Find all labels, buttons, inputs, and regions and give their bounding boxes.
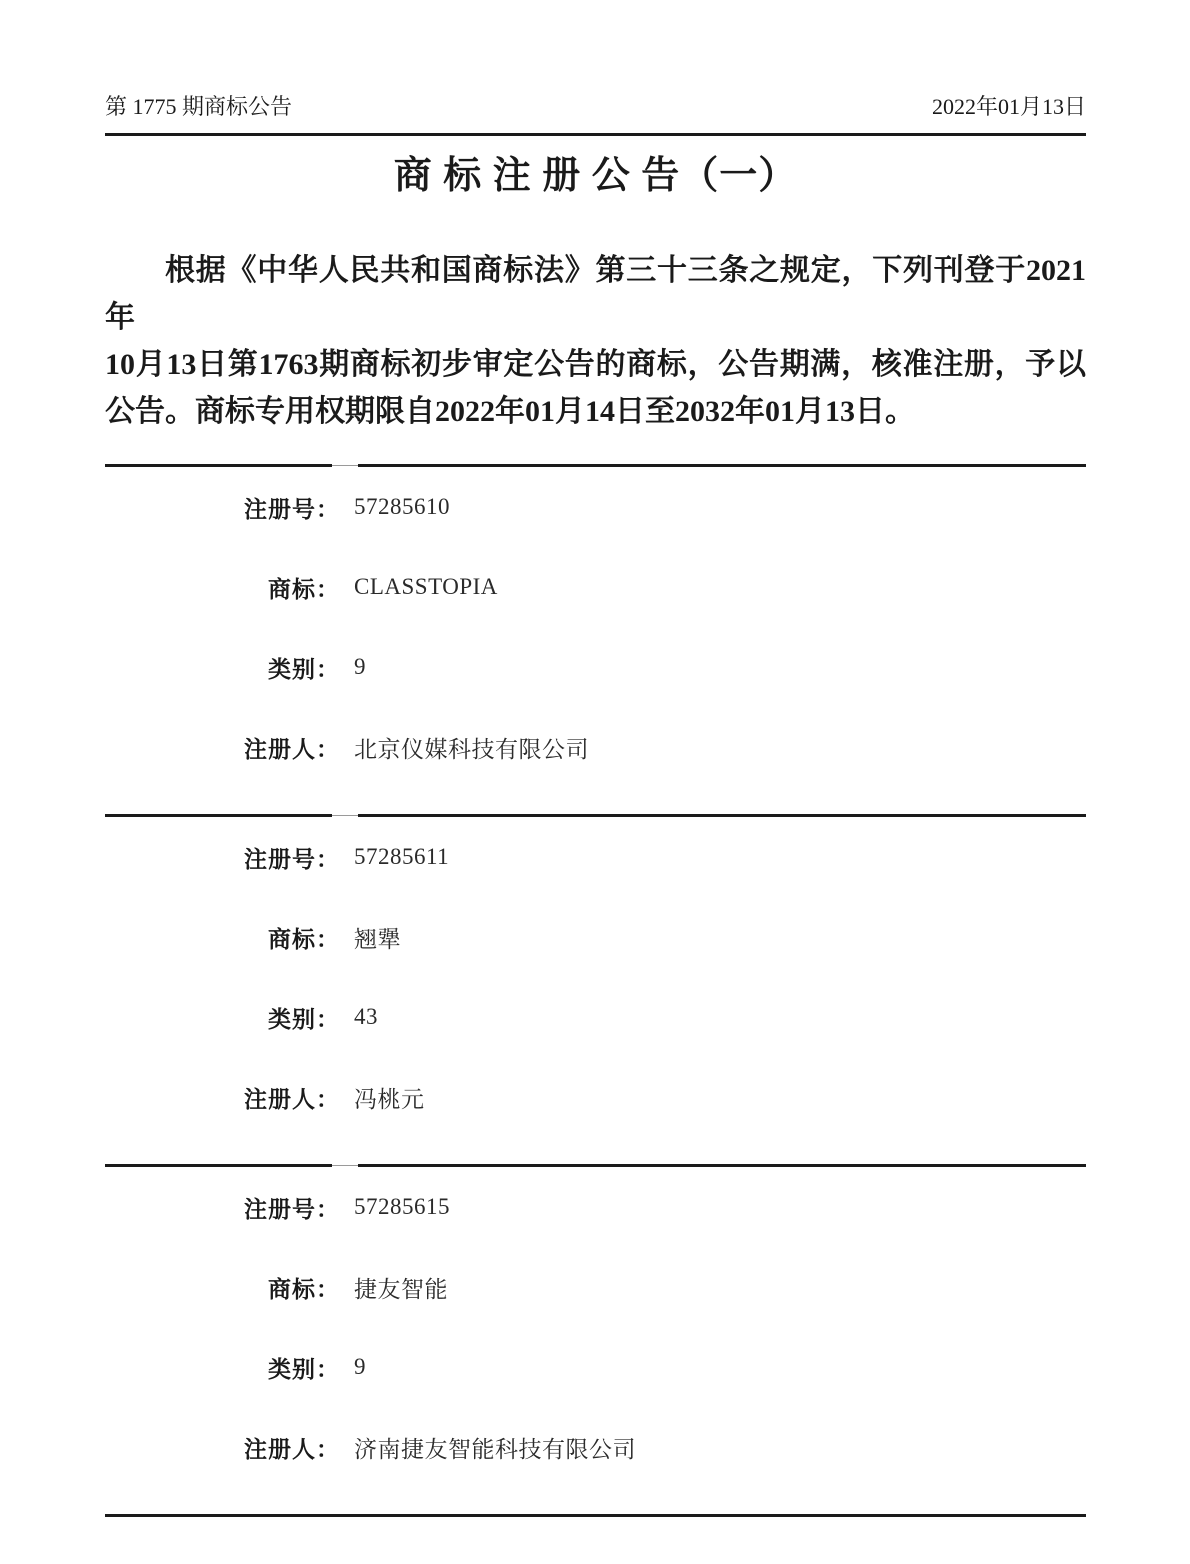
record-row-trademark bbox=[105, 1247, 1086, 1327]
trademark-records bbox=[105, 464, 1086, 1517]
record-row-registrant bbox=[105, 1407, 1086, 1487]
record-row-reg-no bbox=[105, 1167, 1086, 1247]
issue-date: 2022年01月13日 bbox=[931, 94, 1086, 119]
gazette-page bbox=[105, 0, 1086, 1517]
record-row-reg-no bbox=[105, 467, 1086, 547]
category-label: 类别： bbox=[268, 1006, 340, 1032]
record-row-registrant bbox=[105, 707, 1086, 787]
paragraph-line: 10月13日第1763期商标初步审定公告的商标，公告期满，核准注册，予以 bbox=[105, 348, 1086, 381]
bottom-rule bbox=[105, 1514, 1086, 1517]
reg-no-label: 注册号： bbox=[244, 496, 340, 522]
reg-no-value: 57285610 bbox=[354, 494, 450, 519]
category-value: 9 bbox=[354, 654, 366, 679]
trademark-label: 商标： bbox=[268, 926, 340, 952]
reg-no-label: 注册号： bbox=[244, 846, 340, 872]
registrant-value: 冯桃元 bbox=[354, 1086, 425, 1112]
reg-no-label: 注册号： bbox=[244, 1196, 340, 1222]
category-label: 类别： bbox=[268, 1356, 340, 1382]
record-row-reg-no bbox=[105, 817, 1086, 897]
reg-no-value: 57285615 bbox=[354, 1194, 450, 1219]
registrant-label: 注册人： bbox=[244, 1436, 340, 1462]
reg-no-value: 57285611 bbox=[354, 844, 450, 869]
category-value: 43 bbox=[354, 1004, 378, 1029]
page-title: 商 标 注 册 公 告（一） bbox=[393, 155, 798, 197]
category-label: 类别： bbox=[268, 656, 340, 682]
record-separator-rule bbox=[105, 1164, 1086, 1167]
trademark-label: 商标： bbox=[268, 576, 340, 602]
trademark-record bbox=[105, 1167, 1086, 1514]
record-row-registrant bbox=[105, 1057, 1086, 1137]
document-header bbox=[105, 92, 1086, 136]
trademark-record bbox=[105, 467, 1086, 814]
trademark-label: 商标： bbox=[268, 1276, 340, 1302]
registrant-label: 注册人： bbox=[244, 1086, 340, 1112]
record-row-category bbox=[105, 627, 1086, 707]
trademark-value: 翘犟 bbox=[354, 926, 401, 952]
record-separator-rule bbox=[105, 814, 1086, 817]
record-separator-rule bbox=[105, 464, 1086, 467]
registrant-label: 注册人： bbox=[244, 736, 340, 762]
category-value: 9 bbox=[354, 1354, 366, 1379]
record-row-category bbox=[105, 1327, 1086, 1407]
trademark-value: 捷友智能 bbox=[354, 1276, 448, 1302]
paragraph-line: 根据《中华人民共和国商标法》第三十三条之规定，下列刊登于2021年 bbox=[105, 254, 1086, 334]
trademark-record bbox=[105, 817, 1086, 1164]
record-row-category bbox=[105, 977, 1086, 1057]
issue-label: 第 1775 期商标公告 bbox=[105, 94, 293, 119]
registrant-value: 北京仪媒科技有限公司 bbox=[354, 736, 589, 762]
record-row-trademark bbox=[105, 897, 1086, 977]
trademark-value: CLASSTOPIA bbox=[354, 574, 498, 599]
record-row-trademark bbox=[105, 547, 1086, 627]
registrant-value: 济南捷友智能科技有限公司 bbox=[354, 1436, 636, 1462]
paragraph-line: 公告。商标专用权期限自2022年01月14日至2032年01月13日。 bbox=[105, 395, 915, 428]
legal-paragraph bbox=[105, 247, 1086, 435]
